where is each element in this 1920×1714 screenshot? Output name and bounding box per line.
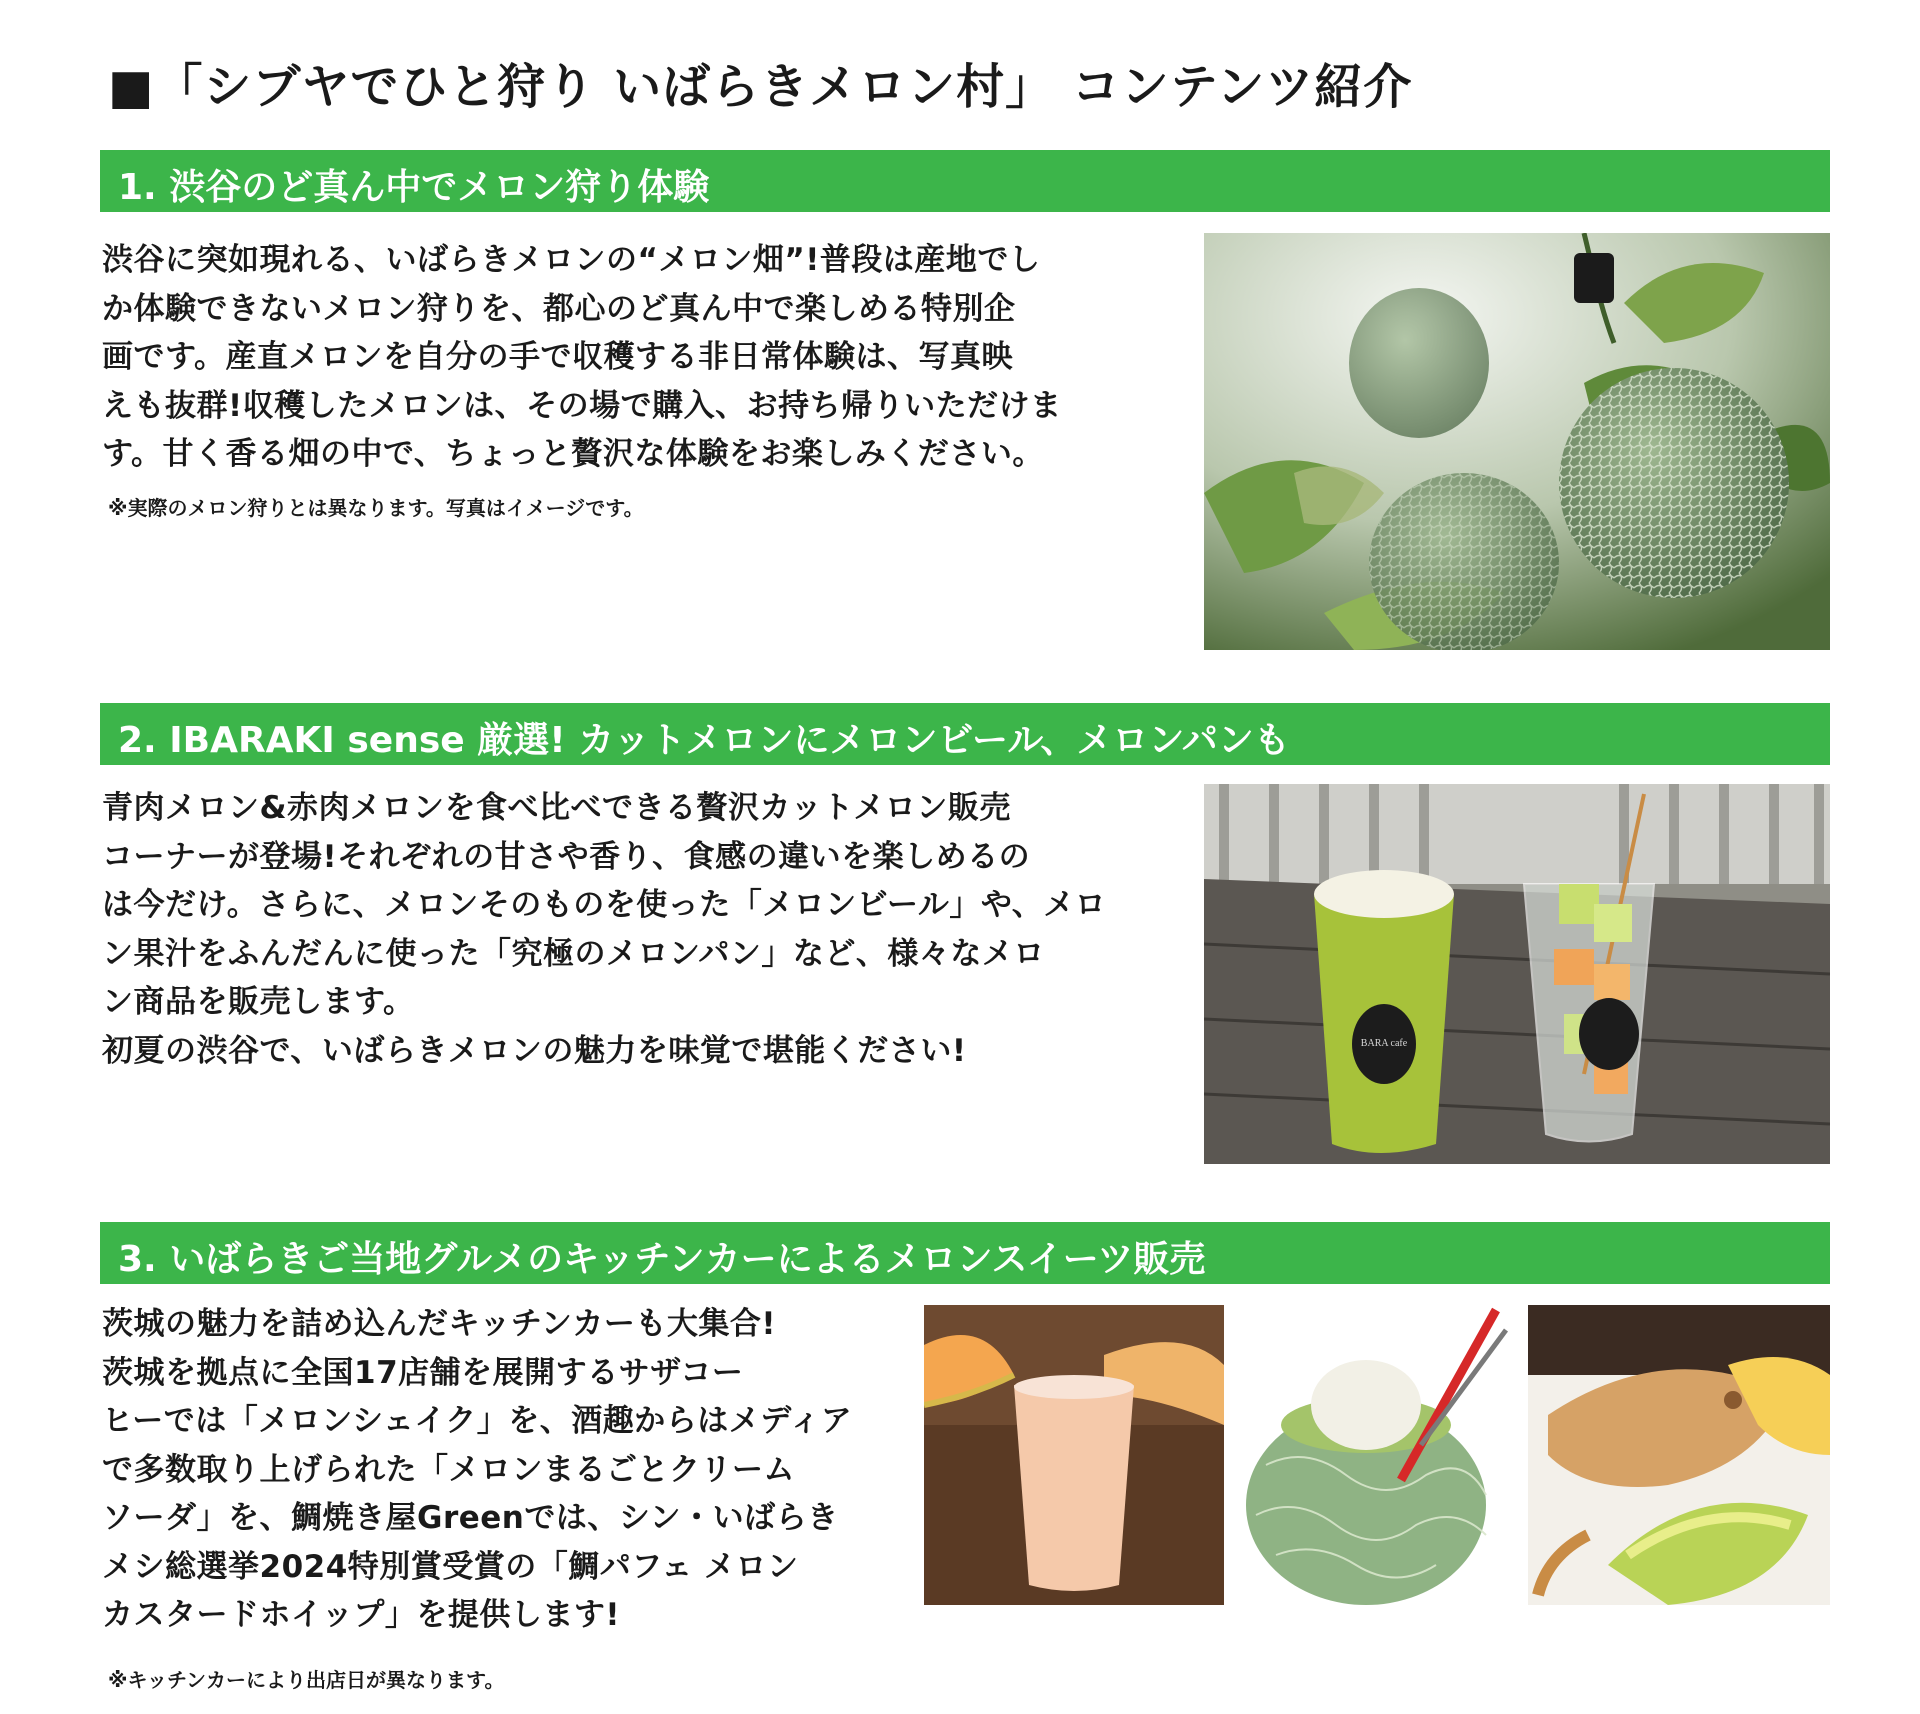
melon-shake-photo — [924, 1305, 1224, 1605]
melon-beer-and-cut-melon-photo — [1204, 784, 1830, 1164]
section-1-heading: 1. 渋谷のど真ん中でメロン狩り体験 — [118, 167, 710, 208]
section-2-heading: 2. IBARAKI sense 厳選! カットメロンにメロンビール、メロンパンも — [118, 720, 1290, 761]
section-1-note: ※実際のメロン狩りとは異なります。写真はイメージです。 — [108, 496, 644, 520]
page-title: ■「シブヤでひと狩り いばらきメロン村」 コンテンツ紹介 — [108, 59, 1413, 115]
cup-logo-text: BARA cafe — [1360, 1038, 1408, 1049]
taiyaki-parfait-photo — [1528, 1305, 1830, 1605]
section-3-note: ※キッチンカーにより出店日が異なります。 — [108, 1668, 505, 1692]
section-1-body: 渋谷に突如現れる、いばらきメロンの“メロン畑”!普段は産地でし か体験できないメロン狩りを、都心のど真ん中で楽しめる特別企 画です。産直メロンを自分の手で収穫する非日常体験は、写真映 えも抜群!収穫したメロンは、その場で購入、お持ち帰りいただけま す。甘く香る畑の中で、ちょっと贅沢な体験をお楽しみください。 — [102, 242, 1062, 472]
section-2-heading-bar — [100, 703, 1830, 765]
section-3-body: 茨城の魅力を詰め込んだキッチンカーも大集合! 茨城を拠点に全国17店舗を展開するサザコー ヒーでは「メロンシェイク」を、酒趣からはメディア で多数取り上げられた「メロンまるごとクリーム ソーダ」を、鯛焼き屋Greenでは、シン・いばらき メシ総選挙2024特別賞受賞の「鯛パフェ メロン カスタードホイップ」を提供します! — [102, 1306, 853, 1633]
section-2-body: 青肉メロン&赤肉メロンを食べ比べできる贅沢カットメロン販売 コーナーが登場!それぞれの甘さや香り、食感の違いを楽しめるの は今だけ。さらに、メロンそのものを使った「メロンビール」や、メロ ン果汁をふんだんに使った「究極のメロンパン」など、様々なメロ ン商品を販売します。 初夏の渋谷で、いばらきメロンの魅力を味覚で堪能ください! — [102, 790, 1107, 1069]
section-3-heading: 3. いばらきご当地グルメのキッチンカーによるメロンスイーツ販売 — [118, 1239, 1206, 1280]
melon-vine-photo — [1204, 233, 1830, 650]
section-1-heading-bar — [100, 150, 1830, 212]
section-3-heading-bar — [100, 1222, 1830, 1284]
melon-cream-soda-photo — [1226, 1305, 1526, 1605]
